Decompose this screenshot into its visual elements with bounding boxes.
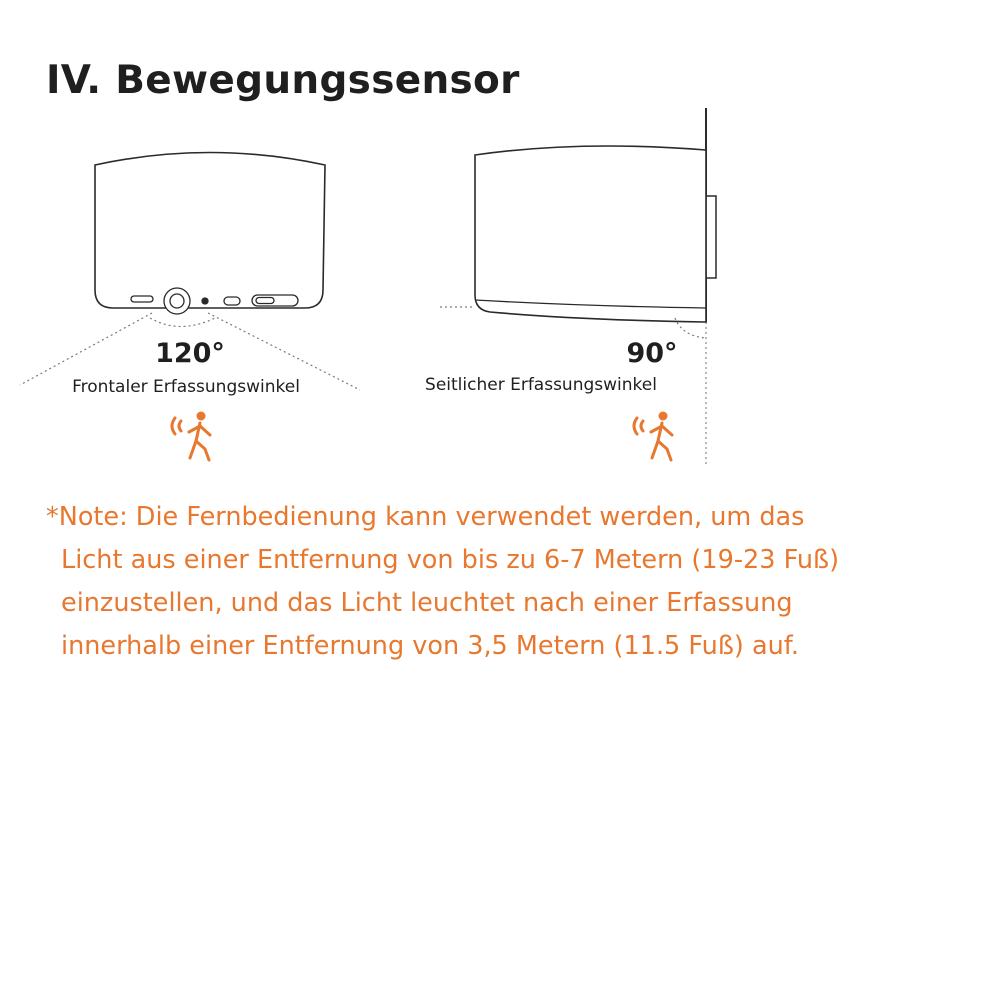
front-caption: Frontaler Erfassungswinkel [72, 377, 300, 397]
note-line-3: einzustellen, und das Licht leuchtet nach einer Erfassung [61, 588, 793, 618]
section-title: IV. Bewegungssensor [46, 58, 520, 103]
side-caption: Seitlicher Erfassungswinkel [425, 375, 657, 395]
front-angle-label: 120° [155, 338, 225, 369]
slide-switch-knob [256, 298, 274, 304]
indicator-led [202, 298, 208, 304]
side-angle-label: 90° [626, 338, 678, 369]
usb-port [131, 296, 153, 302]
front-lamp-body [95, 153, 325, 309]
motion-sensor-diagram [0, 0, 1000, 490]
side-lamp-body [475, 146, 706, 322]
motion-person-icon [172, 412, 210, 461]
motion-person-icon [634, 412, 672, 461]
button-oval [224, 297, 240, 305]
note-line-1: *Note: Die Fernbedienung kann verwendet werden, um das [46, 502, 805, 532]
sensor-inner-lens [170, 294, 184, 308]
front-view [20, 153, 360, 461]
note-line-4: innerhalb einer Entfernung von 3,5 Metern (11.5 Fuß) auf. [61, 631, 799, 661]
remote-note [46, 496, 976, 668]
note-line-2: Licht aus einer Entfernung von bis zu 6-7 Metern (19-23 Fuß) [61, 545, 840, 575]
mount-plate [706, 196, 716, 278]
side-view [425, 108, 716, 465]
